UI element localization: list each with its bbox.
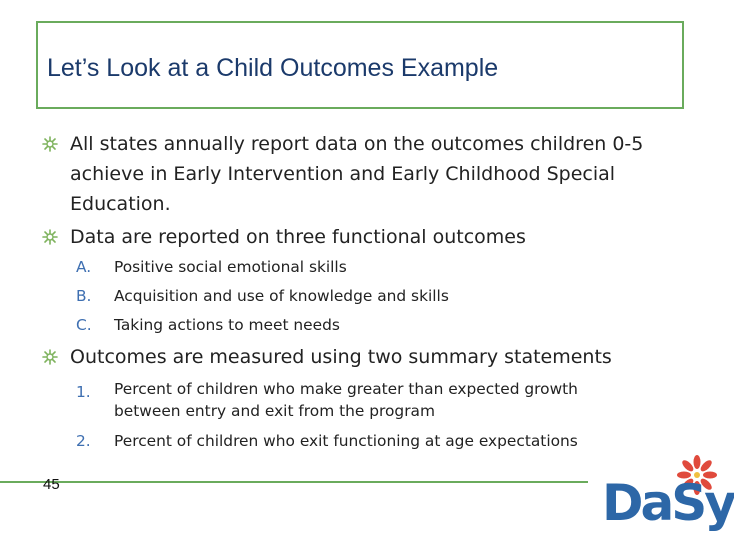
list-item-text: Percent of children who exit functioning at age expectations bbox=[114, 432, 578, 450]
list-item bbox=[76, 253, 636, 282]
footer-divider bbox=[0, 481, 588, 483]
list-item-text: Taking actions to meet needs bbox=[114, 316, 340, 334]
list-marker: 2. bbox=[76, 432, 91, 450]
list-item bbox=[76, 282, 636, 311]
title-box bbox=[36, 21, 684, 109]
list-item-text: Acquisition and use of knowledge and skills bbox=[114, 287, 449, 305]
logo-text: DaSy bbox=[602, 474, 734, 532]
dasy-logo bbox=[598, 452, 734, 540]
sunburst-bullet-icon bbox=[42, 229, 58, 245]
sunburst-bullet-icon bbox=[42, 136, 58, 152]
slide-title: Let’s Look at a Child Outcomes Example bbox=[47, 54, 499, 82]
bullet-text: Outcomes are measured using two summary statements bbox=[70, 346, 612, 368]
page-number: 45 bbox=[43, 476, 60, 493]
bullet-text: Data are reported on three functional outcomes bbox=[70, 226, 526, 248]
bullet-text: All states annually report data on the outcomes children 0-5 achieve in Early Intervention and Early Childhood Special Education. bbox=[70, 133, 644, 215]
list-item bbox=[76, 427, 636, 456]
list-item-text: Percent of children who make greater than expected growth between entry and exit from the program bbox=[114, 380, 578, 420]
list-item bbox=[76, 378, 636, 422]
list-item bbox=[76, 311, 636, 340]
list-marker: B. bbox=[76, 287, 92, 305]
list-marker: C. bbox=[76, 316, 92, 334]
list-item-text: Positive social emotional skills bbox=[114, 258, 347, 276]
list-marker: 1. bbox=[76, 383, 91, 401]
sunburst-bullet-icon bbox=[42, 349, 58, 365]
list-marker: A. bbox=[76, 258, 92, 276]
